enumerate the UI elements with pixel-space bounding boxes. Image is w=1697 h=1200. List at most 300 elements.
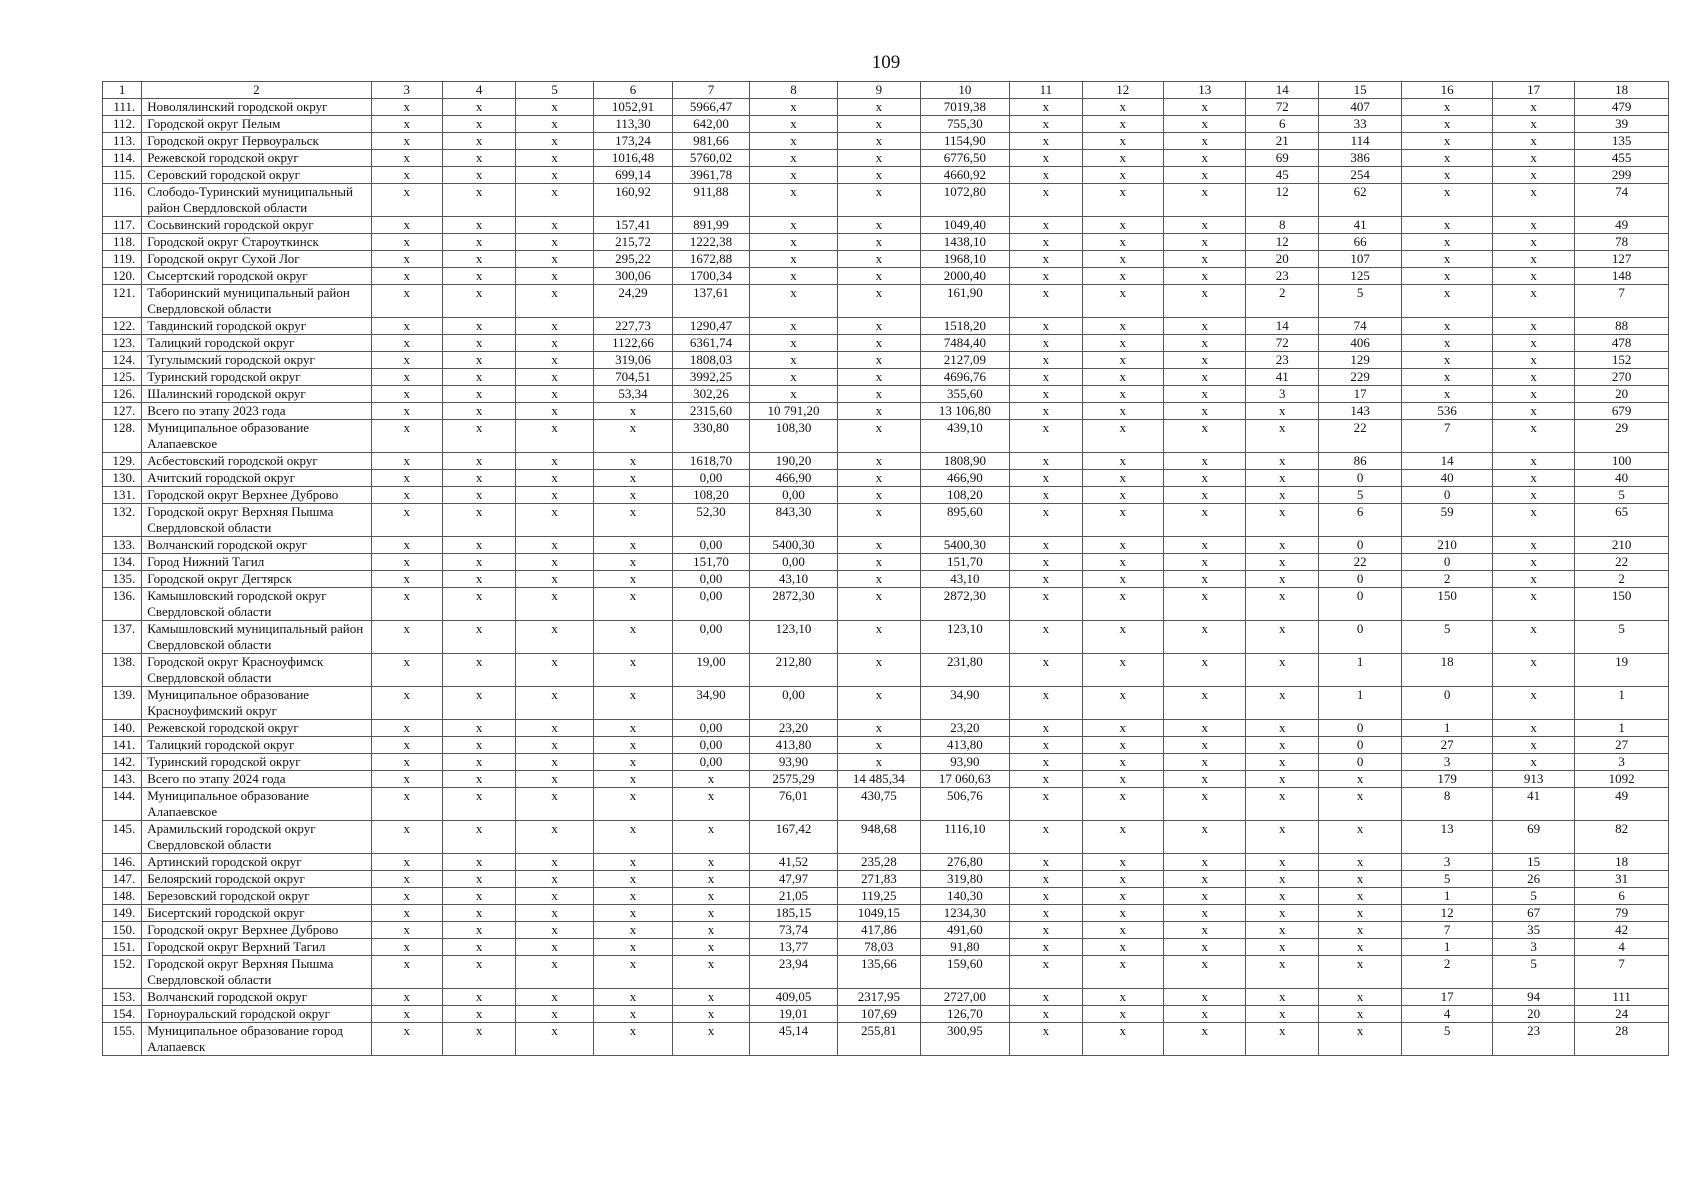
table-cell: x	[1492, 116, 1574, 133]
table-cell: 4	[1575, 939, 1669, 956]
table-cell: 8	[1402, 788, 1493, 821]
table-cell: x	[593, 487, 672, 504]
table-cell: 455	[1575, 150, 1669, 167]
table-cell: x	[1246, 453, 1318, 470]
table-cell: x	[838, 571, 920, 588]
table-cell: x	[1246, 922, 1318, 939]
table-cell: x	[516, 537, 593, 554]
table-cell: x	[1164, 150, 1246, 167]
table-cell: x	[838, 133, 920, 150]
table-cell: 409,05	[749, 989, 838, 1006]
table-cell: x	[838, 487, 920, 504]
column-header: 11	[1010, 82, 1082, 99]
table-row	[103, 184, 1669, 217]
municipality-name-cell: Муниципальное образование Алапаевское	[142, 420, 371, 453]
table-cell: x	[1010, 905, 1082, 922]
row-number-cell: 131.	[103, 487, 142, 504]
table-row	[103, 285, 1669, 318]
column-header: 12	[1082, 82, 1163, 99]
table-cell: x	[1164, 184, 1246, 217]
table-cell: 22	[1318, 554, 1401, 571]
table-cell: x	[1010, 470, 1082, 487]
table-cell: x	[442, 335, 515, 352]
table-cell: 29	[1575, 420, 1669, 453]
table-cell: x	[1492, 537, 1574, 554]
table-cell: x	[1492, 403, 1574, 420]
table-cell: 0	[1318, 537, 1401, 554]
table-cell: x	[371, 99, 442, 116]
table-cell: x	[1010, 318, 1082, 335]
table-cell: x	[1318, 956, 1401, 989]
table-cell: x	[1246, 554, 1318, 571]
table-cell: 491,60	[920, 922, 1010, 939]
table-cell: 4	[1402, 1006, 1493, 1023]
table-cell: x	[593, 788, 672, 821]
table-cell: 330,80	[673, 420, 749, 453]
table-cell: x	[1492, 352, 1574, 369]
municipality-name-cell: Волчанский городской округ	[142, 537, 371, 554]
column-header: 8	[749, 82, 838, 99]
table-cell: 108,30	[749, 420, 838, 453]
table-cell: x	[838, 116, 920, 133]
table-cell: 5	[1492, 888, 1574, 905]
table-cell: x	[442, 754, 515, 771]
row-number-cell: 153.	[103, 989, 142, 1006]
table-cell: 108,20	[673, 487, 749, 504]
table-cell: x	[442, 420, 515, 453]
table-cell: x	[1082, 133, 1163, 150]
column-header: 17	[1492, 82, 1574, 99]
table-cell: x	[371, 537, 442, 554]
table-cell: x	[516, 150, 593, 167]
row-number-cell: 155.	[103, 1023, 142, 1056]
row-number-cell: 139.	[103, 687, 142, 720]
table-cell: 254	[1318, 167, 1401, 184]
table-cell: 0,00	[673, 470, 749, 487]
table-cell: x	[1318, 771, 1401, 788]
table-cell: x	[1402, 150, 1493, 167]
table-cell: x	[371, 369, 442, 386]
table-cell: 35	[1492, 922, 1574, 939]
table-cell: x	[1246, 754, 1318, 771]
table-cell: x	[1318, 905, 1401, 922]
table-cell: x	[1492, 470, 1574, 487]
table-cell: x	[838, 352, 920, 369]
table-cell: 913	[1492, 771, 1574, 788]
table-cell: x	[442, 905, 515, 922]
table-cell: x	[593, 470, 672, 487]
table-cell: 2000,40	[920, 268, 1010, 285]
table-cell: x	[1082, 571, 1163, 588]
table-cell: x	[516, 487, 593, 504]
municipality-name-cell: Тугулымский городской округ	[142, 352, 371, 369]
table-cell: x	[516, 251, 593, 268]
table-cell: 2575,29	[749, 771, 838, 788]
table-cell: x	[1164, 487, 1246, 504]
table-cell: 0	[1318, 720, 1401, 737]
table-cell: 895,60	[920, 504, 1010, 537]
table-row	[103, 268, 1669, 285]
table-cell: 0,00	[673, 720, 749, 737]
table-cell: 1672,88	[673, 251, 749, 268]
table-cell: x	[838, 386, 920, 403]
table-cell: 19,01	[749, 1006, 838, 1023]
table-cell: x	[838, 754, 920, 771]
table-cell: 4660,92	[920, 167, 1010, 184]
table-cell: x	[838, 234, 920, 251]
table-cell: x	[1246, 1023, 1318, 1056]
table-cell: x	[1164, 167, 1246, 184]
table-cell: x	[516, 504, 593, 537]
table-cell: 227,73	[593, 318, 672, 335]
table-cell: 43,10	[749, 571, 838, 588]
table-cell: x	[838, 217, 920, 234]
table-cell: 1154,90	[920, 133, 1010, 150]
table-cell: x	[1402, 386, 1493, 403]
column-header: 4	[442, 82, 515, 99]
table-cell: x	[516, 754, 593, 771]
table-cell: 66	[1318, 234, 1401, 251]
table-cell: x	[1082, 537, 1163, 554]
table-cell: 1438,10	[920, 234, 1010, 251]
column-header: 14	[1246, 82, 1318, 99]
table-cell: 276,80	[920, 854, 1010, 871]
table-cell: x	[1082, 939, 1163, 956]
table-cell: 17	[1402, 989, 1493, 1006]
table-cell: 0,00	[749, 554, 838, 571]
table-cell: x	[1010, 621, 1082, 654]
table-cell: x	[371, 470, 442, 487]
table-cell: x	[673, 989, 749, 1006]
table-cell: 39	[1575, 116, 1669, 133]
table-cell: x	[442, 167, 515, 184]
table-cell: x	[1010, 386, 1082, 403]
table-cell: x	[442, 403, 515, 420]
table-cell: x	[593, 621, 672, 654]
table-row	[103, 318, 1669, 335]
table-cell: x	[838, 318, 920, 335]
table-cell: 23,20	[749, 720, 838, 737]
table-row	[103, 771, 1669, 788]
table-cell: x	[371, 167, 442, 184]
table-cell: 1	[1402, 939, 1493, 956]
municipality-name-cell: Муниципальное образование Красноуфимский округ	[142, 687, 371, 720]
table-cell: 704,51	[593, 369, 672, 386]
table-cell: 210	[1402, 537, 1493, 554]
municipality-name-cell: Городской округ Пелым	[142, 116, 371, 133]
table-cell: x	[442, 654, 515, 687]
municipality-name-cell: Белоярский городской округ	[142, 871, 371, 888]
table-cell: x	[1246, 571, 1318, 588]
row-number-cell: 132.	[103, 504, 142, 537]
table-cell: 5	[1492, 956, 1574, 989]
table-cell: 891,99	[673, 217, 749, 234]
table-cell: x	[1082, 403, 1163, 420]
table-cell: x	[516, 771, 593, 788]
row-number-cell: 144.	[103, 788, 142, 821]
table-cell: x	[673, 871, 749, 888]
table-cell: x	[516, 905, 593, 922]
table-cell: 1808,90	[920, 453, 1010, 470]
table-cell: 17	[1318, 386, 1401, 403]
table-cell: 1049,40	[920, 217, 1010, 234]
table-cell: 76,01	[749, 788, 838, 821]
table-row	[103, 1006, 1669, 1023]
table-cell: 126,70	[920, 1006, 1010, 1023]
table-cell: 7	[1575, 956, 1669, 989]
table-cell: x	[516, 956, 593, 989]
table-cell: 137,61	[673, 285, 749, 318]
table-cell: 1052,91	[593, 99, 672, 116]
table-cell: x	[516, 788, 593, 821]
table-cell: x	[371, 854, 442, 871]
table-cell: x	[749, 150, 838, 167]
table-cell: x	[593, 771, 672, 788]
table-cell: 41,52	[749, 854, 838, 871]
table-cell: x	[371, 687, 442, 720]
table-cell: 466,90	[749, 470, 838, 487]
table-cell: x	[1164, 318, 1246, 335]
table-cell: 2315,60	[673, 403, 749, 420]
table-cell: x	[1164, 922, 1246, 939]
table-cell: x	[371, 754, 442, 771]
municipality-name-cell: Городской округ Верхняя Пышма Свердловской области	[142, 956, 371, 989]
municipality-name-cell: Талицкий городской округ	[142, 335, 371, 352]
municipality-name-cell: Артинский городской округ	[142, 854, 371, 871]
table-row	[103, 369, 1669, 386]
table-row	[103, 386, 1669, 403]
table-cell: 413,80	[920, 737, 1010, 754]
row-number-cell: 148.	[103, 888, 142, 905]
table-row	[103, 1023, 1669, 1056]
table-cell: 69	[1246, 150, 1318, 167]
table-cell: x	[593, 888, 672, 905]
table-cell: 5	[1575, 487, 1669, 504]
table-cell: 78,03	[838, 939, 920, 956]
table-cell: x	[1010, 956, 1082, 989]
table-cell: 229	[1318, 369, 1401, 386]
table-cell: 40	[1575, 470, 1669, 487]
table-cell: x	[442, 720, 515, 737]
table-cell: 3961,78	[673, 167, 749, 184]
table-cell: x	[1010, 268, 1082, 285]
table-cell: 0,00	[749, 487, 838, 504]
table-cell: 1072,80	[920, 184, 1010, 217]
column-header: 13	[1164, 82, 1246, 99]
table-cell: x	[371, 621, 442, 654]
table-cell: x	[516, 470, 593, 487]
table-cell: x	[442, 687, 515, 720]
table-cell: 14 485,34	[838, 771, 920, 788]
table-cell: x	[516, 821, 593, 854]
table-cell: x	[1246, 956, 1318, 989]
table-cell: x	[673, 854, 749, 871]
table-cell: 79	[1575, 905, 1669, 922]
table-cell: x	[838, 268, 920, 285]
municipality-name-cell: Городской округ Верхняя Пышма Свердловской области	[142, 504, 371, 537]
table-cell: x	[673, 1006, 749, 1023]
table-cell: 159,60	[920, 956, 1010, 989]
table-cell: x	[1010, 251, 1082, 268]
table-cell: x	[371, 487, 442, 504]
table-cell: 93,90	[749, 754, 838, 771]
column-header: 9	[838, 82, 920, 99]
table-cell: x	[838, 504, 920, 537]
table-cell: x	[1082, 420, 1163, 453]
table-cell: x	[371, 116, 442, 133]
row-number-cell: 119.	[103, 251, 142, 268]
table-cell: x	[1082, 788, 1163, 821]
table-cell: 5	[1402, 871, 1493, 888]
municipality-name-cell: Волчанский городской округ	[142, 989, 371, 1006]
table-cell: x	[442, 989, 515, 1006]
table-cell: 0	[1402, 487, 1493, 504]
table-cell: x	[1164, 888, 1246, 905]
municipality-name-cell: Городской округ Староуткинск	[142, 234, 371, 251]
row-number-cell: 151.	[103, 939, 142, 956]
table-cell: 1290,47	[673, 318, 749, 335]
table-cell: x	[442, 504, 515, 537]
table-cell: x	[749, 116, 838, 133]
table-cell: x	[371, 453, 442, 470]
table-cell: 151,70	[673, 554, 749, 571]
page-number: 109	[871, 52, 901, 73]
table-cell: x	[1492, 737, 1574, 754]
table-cell: x	[1010, 369, 1082, 386]
table-cell: 53,34	[593, 386, 672, 403]
table-cell: x	[1082, 654, 1163, 687]
table-cell: 150	[1402, 588, 1493, 621]
row-number-cell: 117.	[103, 217, 142, 234]
table-cell: x	[1492, 184, 1574, 217]
table-cell: x	[1246, 771, 1318, 788]
table-cell: x	[1246, 487, 1318, 504]
table-cell: 34,90	[920, 687, 1010, 720]
table-row	[103, 922, 1669, 939]
table-cell: 148	[1575, 268, 1669, 285]
table-cell: 5	[1575, 621, 1669, 654]
table-cell: 119,25	[838, 888, 920, 905]
table-cell: x	[838, 654, 920, 687]
table-cell: x	[1082, 687, 1163, 720]
table-cell: 41	[1492, 788, 1574, 821]
table-cell: 13	[1402, 821, 1493, 854]
table-cell: x	[442, 854, 515, 871]
table-cell: x	[1164, 268, 1246, 285]
table-cell: 0	[1402, 554, 1493, 571]
table-cell: x	[749, 217, 838, 234]
table-row	[103, 588, 1669, 621]
table-cell: 0,00	[673, 537, 749, 554]
table-cell: x	[1492, 687, 1574, 720]
table-cell: 255,81	[838, 1023, 920, 1056]
table-cell: x	[371, 871, 442, 888]
table-cell: 231,80	[920, 654, 1010, 687]
row-number-cell: 140.	[103, 720, 142, 737]
table-cell: x	[1164, 116, 1246, 133]
table-cell: 19	[1575, 654, 1669, 687]
table-cell: x	[442, 1023, 515, 1056]
table-row	[103, 335, 1669, 352]
table-cell: 123,10	[749, 621, 838, 654]
table-cell: x	[838, 453, 920, 470]
table-cell: x	[1164, 771, 1246, 788]
table-cell: x	[593, 571, 672, 588]
table-cell: 1049,15	[838, 905, 920, 922]
table-cell: x	[1082, 554, 1163, 571]
table-cell: x	[371, 788, 442, 821]
table-cell: x	[838, 150, 920, 167]
table-cell: x	[1318, 922, 1401, 939]
table-cell: x	[442, 737, 515, 754]
row-number-cell: 116.	[103, 184, 142, 217]
table-cell: 6776,50	[920, 150, 1010, 167]
table-cell: x	[1010, 99, 1082, 116]
table-cell: x	[1082, 184, 1163, 217]
table-cell: x	[1010, 788, 1082, 821]
table-cell: x	[838, 403, 920, 420]
table-row	[103, 989, 1669, 1006]
table-cell: 23,20	[920, 720, 1010, 737]
municipality-name-cell: Бисертский городской округ	[142, 905, 371, 922]
table-cell: x	[442, 285, 515, 318]
table-cell: x	[1164, 571, 1246, 588]
table-cell: x	[371, 654, 442, 687]
table-cell: x	[1246, 939, 1318, 956]
table-cell: x	[442, 554, 515, 571]
table-cell: x	[1164, 989, 1246, 1006]
table-row	[103, 217, 1669, 234]
table-cell: x	[1318, 939, 1401, 956]
table-cell: 1116,10	[920, 821, 1010, 854]
table-cell: x	[1492, 335, 1574, 352]
table-cell: x	[1164, 251, 1246, 268]
municipality-name-cell: Режевской городской округ	[142, 150, 371, 167]
header-row	[103, 82, 1669, 99]
table-cell: 212,80	[749, 654, 838, 687]
table-cell: x	[442, 133, 515, 150]
table-cell: x	[1010, 771, 1082, 788]
row-number-cell: 128.	[103, 420, 142, 453]
table-cell: 69	[1492, 821, 1574, 854]
table-cell: x	[1010, 116, 1082, 133]
table-cell: x	[593, 453, 672, 470]
table-row	[103, 754, 1669, 771]
table-cell: 0	[1318, 754, 1401, 771]
table-cell: x	[1082, 905, 1163, 922]
table-cell: 114	[1318, 133, 1401, 150]
table-cell: x	[516, 554, 593, 571]
table-cell: x	[1082, 854, 1163, 871]
table-cell: x	[1492, 720, 1574, 737]
table-cell: 0	[1402, 687, 1493, 720]
table-cell: x	[593, 654, 672, 687]
table-cell: x	[673, 922, 749, 939]
table-cell: x	[1010, 335, 1082, 352]
table-cell: 699,14	[593, 167, 672, 184]
table-cell: x	[673, 956, 749, 989]
table-cell: 5	[1402, 1023, 1493, 1056]
table-cell: x	[516, 453, 593, 470]
table-cell: 34,90	[673, 687, 749, 720]
table-cell: x	[1164, 369, 1246, 386]
table-cell: x	[1246, 737, 1318, 754]
table-cell: x	[1246, 654, 1318, 687]
table-cell: 299	[1575, 167, 1669, 184]
table-cell: x	[1164, 285, 1246, 318]
table-cell: 506,76	[920, 788, 1010, 821]
table-body	[103, 82, 1669, 1056]
